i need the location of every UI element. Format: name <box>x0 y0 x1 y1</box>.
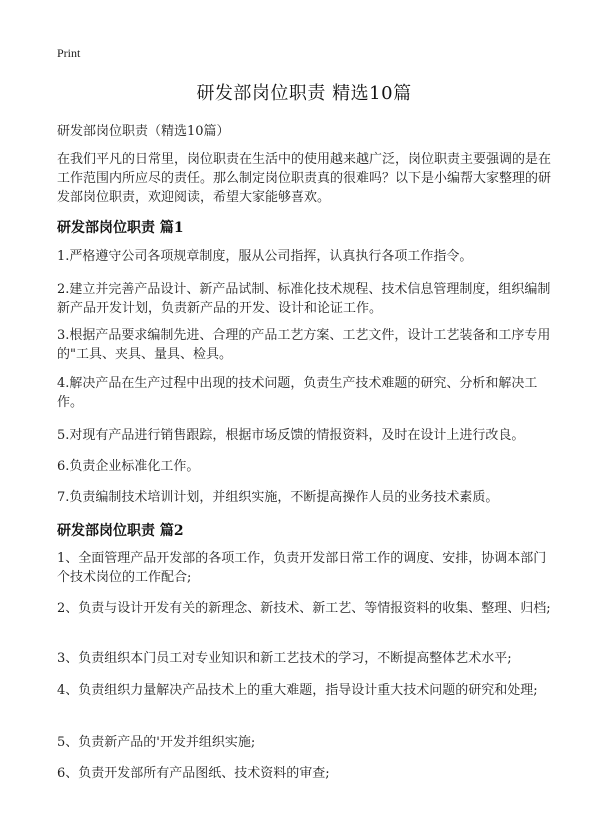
document-title: 研发部岗位职责 精选10篇 <box>196 83 412 104</box>
print-link[interactable]: Print <box>57 46 81 60</box>
list-item: 7.负责编制技术培训计划，并组织实施，不断提高操作人员的业务技术素质。 <box>57 490 499 505</box>
list-item: 4、负责组织力量解决产品技术上的重大难题，指导设计重大技术问题的研究和处理; <box>57 683 538 698</box>
list-item: 4.解决产品在生产过程中出现的技术问题，负责生产技术难题的研究、分析和解决工作。 <box>57 376 538 410</box>
list-item: 5、负责新产品的'开发并组织实施; <box>57 735 256 750</box>
document-subtitle: 研发部岗位职责（精选10篇） <box>57 124 230 139</box>
list-item: 1、全面管理产品开发部的各项工作，负责开发部日常工作的调度、安排，协调本部门个技术岗位的工作配合; <box>57 551 547 585</box>
list-item: 6.负责企业标准化工作。 <box>57 459 200 474</box>
list-item: 2、负责与设计开发有关的新理念、新技术、新工艺、等情报资料的收集、整理、归档; <box>57 601 551 616</box>
section-heading-1: 研发部岗位职责 篇1 <box>57 220 184 236</box>
list-item: 3、负责组织本门员工对专业知识和新工艺技术的学习，不断提高整体艺术水平; <box>57 651 512 666</box>
intro-paragraph: 在我们平凡的日常里，岗位职责在生活中的使用越来越广泛，岗位职责主要强调的是在工作范围内所应尽的责任。那么制定岗位职责真的很难吗？以下是小编帮大家整理的研发部岗位职责，欢迎阅读，希望大家能够喜欢。 <box>57 152 552 205</box>
list-item: 1.严格遵守公司各项规章制度，服从公司指挥，认真执行各项工作指令。 <box>57 249 473 264</box>
list-item: 5.对现有产品进行销售跟踪，根据市场反馈的情报资料，及时在设计上进行改良。 <box>57 428 525 443</box>
list-item: 2.建立并完善产品设计、新产品试制、标准化技术规程、技术信息管理制度，组织编制新产品开发计划，负责新产品的开发、设计和论证工作。 <box>57 282 551 316</box>
list-item: 3.根据产品要求编制先进、合理的产品工艺方案、工艺文件，设计工艺装备和工序专用的"工具、夹具、量具、检具。 <box>57 328 551 362</box>
list-item: 6、负责开发部所有产品图纸、技术资料的审查; <box>57 766 330 781</box>
section-heading-2: 研发部岗位职责 篇2 <box>57 523 184 539</box>
